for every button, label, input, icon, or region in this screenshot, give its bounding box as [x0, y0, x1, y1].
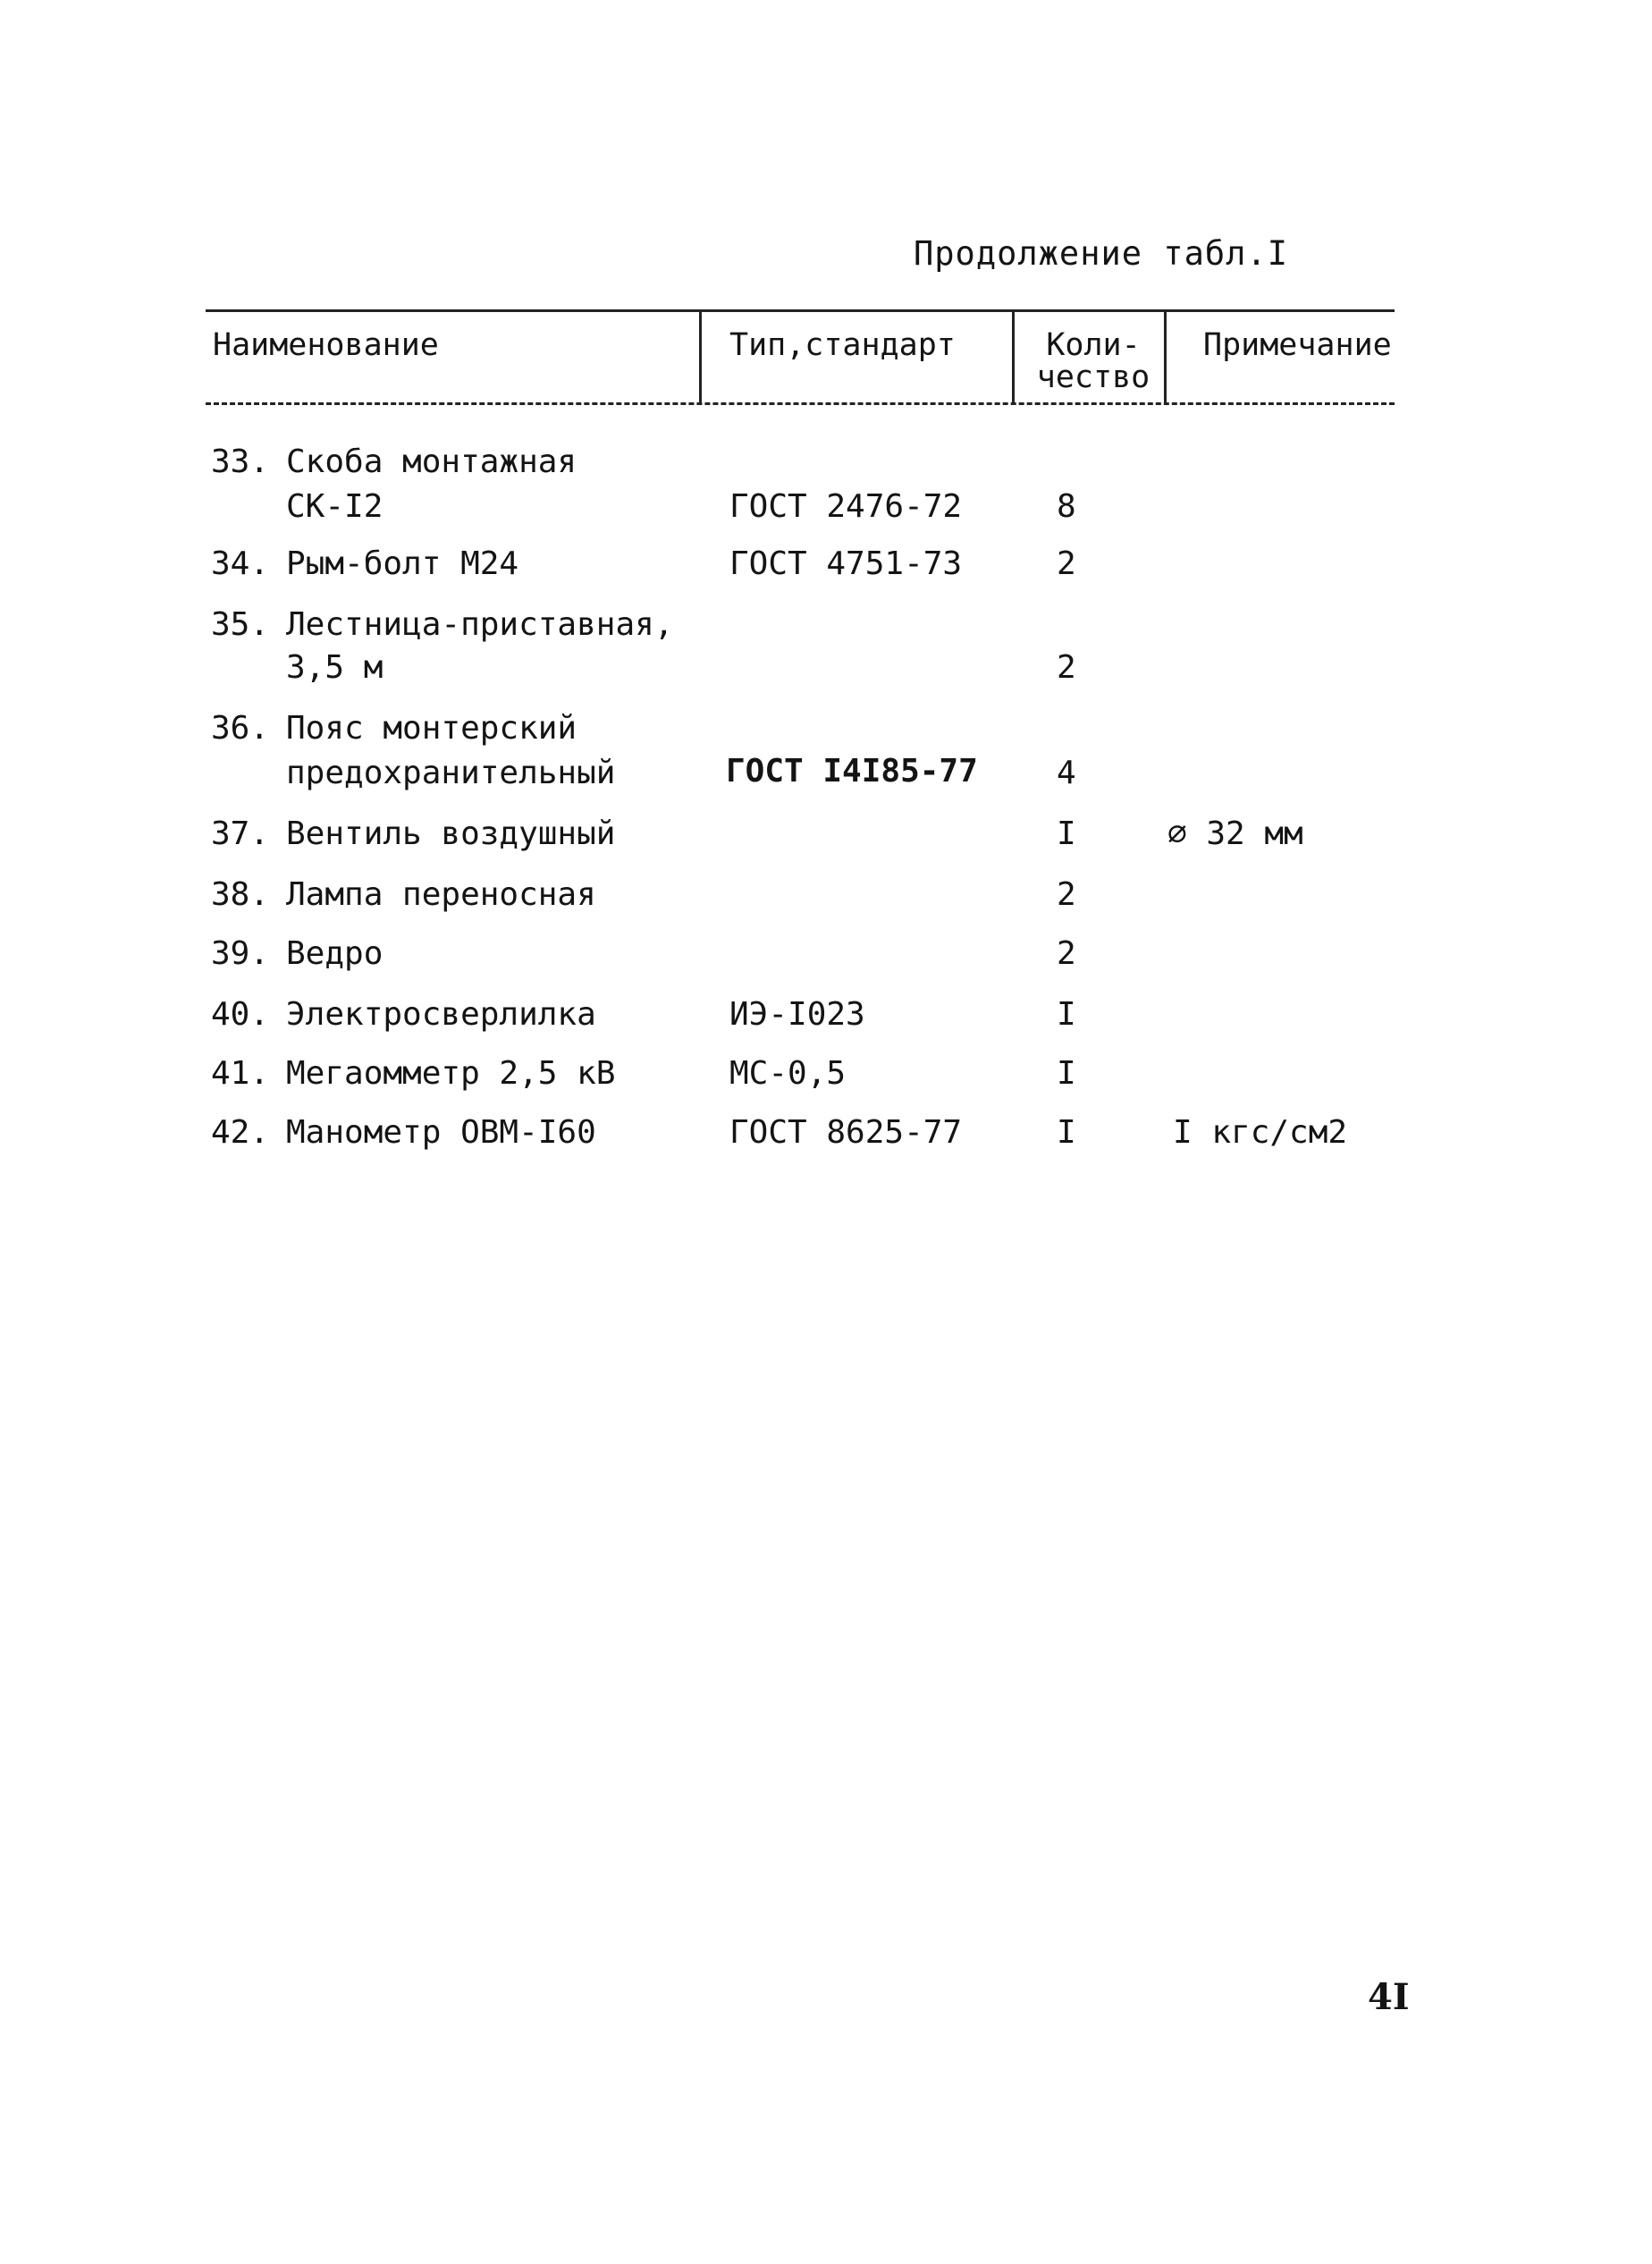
row-name: Рым-болт М24 [286, 545, 519, 582]
row-number: 37. [211, 815, 270, 852]
header-quantity [1026, 329, 1160, 393]
page-number: 4I [1368, 1976, 1410, 2018]
row-name: Скоба монтажная [286, 444, 577, 480]
row-name: Лампа переносная [286, 876, 596, 913]
row-number: 42. [211, 1114, 270, 1151]
row-note: ∅ 32 мм [1167, 815, 1303, 852]
row-number: 34. [211, 545, 270, 582]
row-quantity: 2 [1057, 545, 1076, 582]
row-name: Мегаомметр 2,5 кВ [286, 1055, 616, 1092]
row-type: ГОСТ 2476-72 [729, 488, 963, 525]
row-name: Ведро [286, 935, 384, 972]
column-divider [1012, 311, 1015, 404]
row-quantity: I [1057, 996, 1076, 1033]
header-type: Тип,стандарт [729, 327, 956, 363]
row-quantity: 2 [1057, 876, 1076, 913]
row-type: ИЭ-I023 [729, 996, 865, 1033]
column-divider [699, 311, 702, 404]
row-number: 40. [211, 996, 270, 1033]
row-name: Электросверлилка [286, 996, 596, 1033]
row-name-continued: 3,5 м [286, 649, 384, 686]
header-note: Примечание [1203, 327, 1392, 363]
row-number: 41. [211, 1055, 270, 1092]
row-quantity: 4 [1057, 755, 1076, 791]
row-name: Вентиль воздушный [286, 815, 616, 852]
table-caption: Продолжение табл.I [914, 234, 1288, 273]
row-quantity: 8 [1057, 488, 1076, 525]
row-type: ГОСТ 4751-73 [729, 545, 963, 582]
row-number: 39. [211, 935, 270, 972]
row-type: ГОСТ I4I85-77 [726, 753, 978, 790]
row-note: I кгс/см2 [1173, 1114, 1348, 1151]
row-name: Манометр ОВМ-I60 [286, 1114, 596, 1151]
row-quantity: 2 [1057, 935, 1076, 972]
row-number: 33. [211, 444, 270, 480]
row-quantity: I [1057, 815, 1076, 852]
row-number: 35. [211, 606, 270, 643]
header-bottom-rule [206, 402, 1395, 405]
column-divider [1164, 311, 1167, 404]
row-quantity: I [1057, 1114, 1076, 1151]
row-type: ГОСТ 8625-77 [729, 1114, 963, 1151]
header-quantity-line1: Коли- [1046, 327, 1141, 363]
row-name: Лестница-приставная, [286, 606, 674, 643]
header-name: Наименование [213, 327, 439, 363]
row-number: 38. [211, 876, 270, 913]
header-quantity-line2: чество [1036, 359, 1150, 395]
table-top-rule [206, 309, 1395, 312]
row-name-continued: СК-I2 [286, 488, 384, 525]
row-name: Пояс монтерский [286, 710, 577, 747]
row-quantity: I [1057, 1055, 1076, 1092]
row-type: МС-0,5 [729, 1055, 847, 1092]
row-quantity: 2 [1057, 649, 1076, 686]
row-number: 36. [211, 710, 270, 747]
row-name-continued: предохранительный [286, 755, 616, 791]
